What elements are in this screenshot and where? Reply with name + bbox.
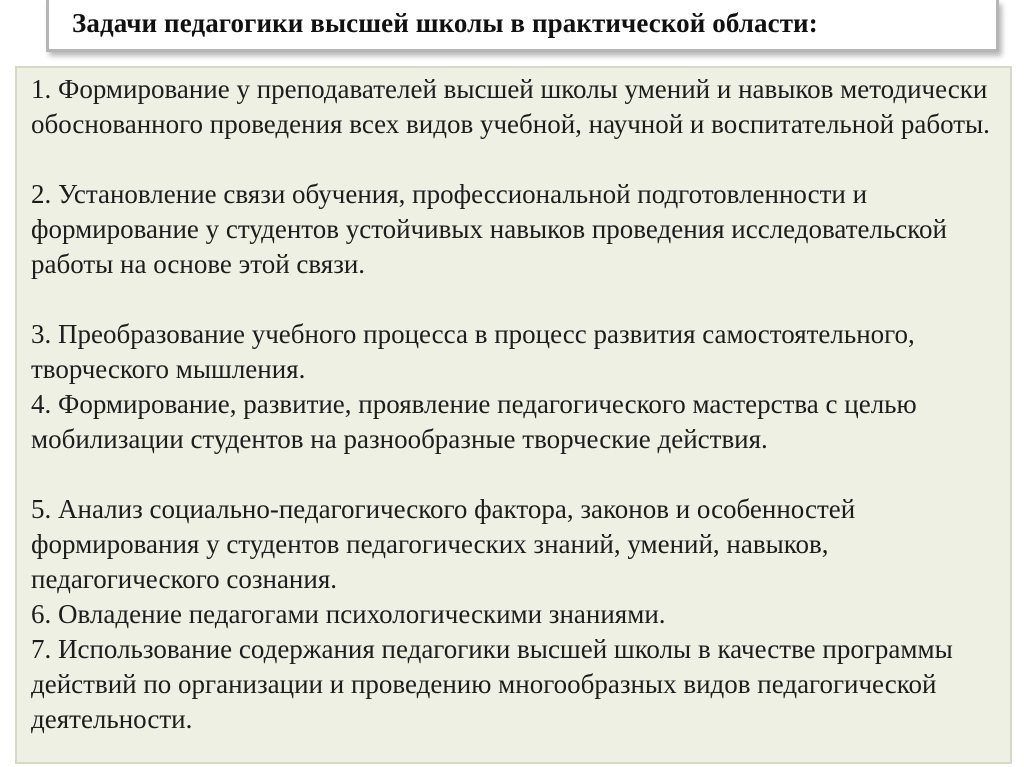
task-item-3: 3. Преобразование учебного процесса в процесс развития самостоятельного, творческого мышления. <box>31 319 915 384</box>
task-item-6: 6. Овладение педагогами психологическими знаниями. <box>31 599 666 629</box>
content-panel <box>15 66 1012 764</box>
task-item-4: 4. Формирование, развитие, проявление педагогического мастерства с целью мобилизации студентов на разнообразные творческие действия. <box>31 389 917 454</box>
slide-title: Задачи педагогики высшей школы в практической области: <box>72 8 818 38</box>
task-item-7: 7. Использование содержания педагогики высшей школы в качестве программы действий по организации и проведению многообразных видов педагогической деятельности. <box>31 634 953 734</box>
slide-title-box <box>46 0 999 52</box>
task-item-2: 2. Установление связи обучения, профессиональной подготовленности и формирование у студентов устойчивых навыков проведения исследовательской работы на основе этой связи. <box>31 179 947 279</box>
task-item-1: 1. Формирование у преподавателей высшей школы умений и навыков методически обоснованного проведения всех видов учебной, научной и воспитательной работы. <box>31 74 990 139</box>
task-item-5: 5. Анализ социально-педагогического фактора, законов и особенностей формирования у студентов педагогических знаний, умений, навыков, педагогического сознания. <box>31 494 856 594</box>
